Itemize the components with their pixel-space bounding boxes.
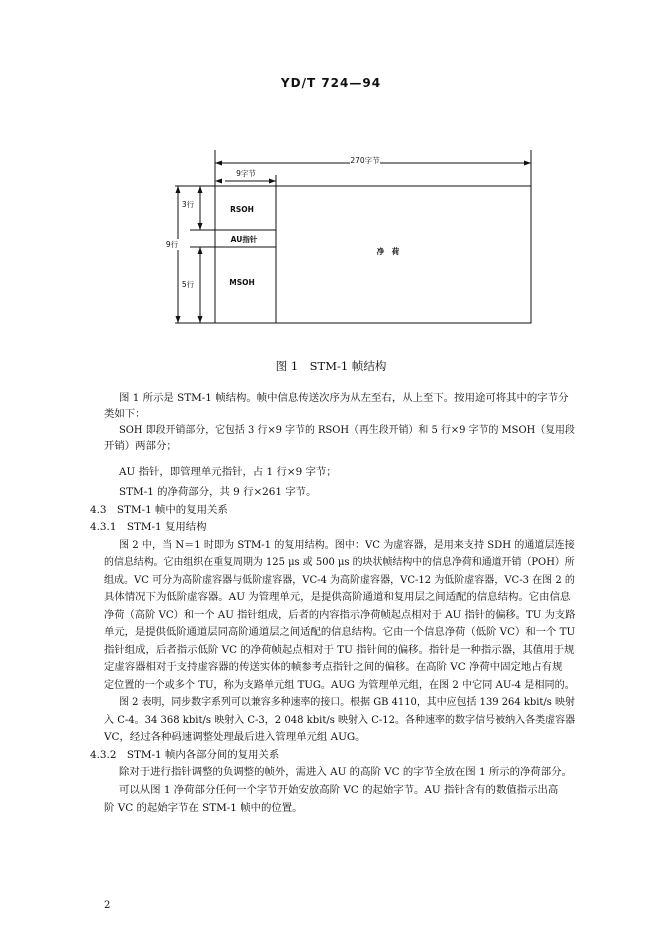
paragraph-line: 阶 VC 的起始字节在 STM-1 帧中的位置。 (104, 802, 303, 814)
label-rsoh: RSOH (230, 205, 254, 214)
arrow-3row-top (198, 186, 203, 193)
label-9-rows: 9行 (165, 240, 179, 249)
arrow-9-left (215, 179, 222, 184)
stm1-frame-diagram (0, 0, 662, 360)
paragraph-line: 图 2 中，当 N＝1 时即为 STM-1 的复用结构。图中：VC 为虚容器，是用来支持 SDH 的通道层连接 (119, 539, 575, 551)
arrow-9-right (269, 179, 276, 184)
label-3-rows: 3行 (181, 200, 195, 209)
paragraph-line: SOH 即段开销部分，它包括 3 行×9 字节的 RSOH（再生段开销）和 5 行×9 字节的 MSOH（复用段 (119, 424, 575, 436)
label-5-rows: 5行 (181, 280, 195, 289)
label-au-pointer: AU指针 (230, 235, 258, 244)
figure-caption: 图 1 STM-1 帧结构 (275, 359, 387, 373)
page-number: 2 (104, 900, 111, 911)
arrow-5row-bottom (198, 316, 203, 323)
paragraph-line: 组成。VC 可分为高阶虚容器与低阶虚容器，VC-4 为高阶虚容器，VC-12 为低阶虚容器，VC-3 在图 2 的 (104, 574, 575, 586)
paragraph-line: 除对于进行指针调整的负调整的帧外，需进入 AU 的高阶 VC 的字节全放在图 1 所示的净荷部分。 (119, 766, 572, 778)
arrow-9row-bottom (176, 316, 181, 323)
label-9-bytes: 9字节 (236, 169, 256, 178)
arrow-270-left (215, 161, 222, 166)
label-270-bytes: 270字节 (350, 156, 380, 165)
paragraph-line: 指针组成，后者指示低阶 VC 的净荷帧起点相对于 TU 指针间的偏移。指针是一种指示器，其值用于规 (104, 644, 575, 656)
paragraph-line: 开销）两部分； (104, 440, 177, 452)
paragraph-line: 图 1 所示是 STM-1 帧结构。帧中信息传送次序为从左至右，从上至下。按用途可将其中的字节分 (119, 392, 569, 404)
page-header: YD/T 724—94 (280, 76, 382, 90)
label-msoh: MSOH (229, 278, 255, 287)
section-heading: 4.3.2 STM-1 帧内各部分间的复用关系 (90, 749, 280, 761)
paragraph-line: STM-1 的净荷部分，共 9 行×261 字节。 (119, 486, 317, 498)
paragraph-line: 图 2 表明，同步数字系列可以兼容多种速率的接口。根据 GB 4110，其中应包括 139 264 kbit/s 映射 (119, 696, 575, 708)
arrow-270-right (524, 161, 531, 166)
paragraph-line: 入 C-4。34 368 kbit/s 映射入 C-3，2 048 kbit/s 映射入 C-12。各种速率的数字信号被纳入各类虚容器 (104, 714, 576, 726)
section-heading: 4.3 STM-1 帧中的复用关系 (90, 504, 228, 516)
paragraph-line: 可以从图 1 净荷部分任何一个字节开始安放高阶 VC 的起始字节。AU 指针含有的数值指示出高 (119, 784, 559, 796)
paragraph-line: 定位置的一个或多个 TU，称为支路单元组 TUG。AUG 为管理单元组，在图 2 中它同 AU-4 是相同的。 (104, 679, 575, 691)
paragraph-line: 单元，是提供低阶通道层同高阶通道层之间适配的信息结构。它由一个信息净荷（低阶 VC）和一个 TU (104, 626, 576, 638)
arrow-9row-top (176, 186, 181, 193)
arrow-5row-top (198, 247, 203, 254)
label-payload: 净 荷 (376, 247, 400, 256)
paragraph-line: VC，经过各种码速调整处理最后进入管理单元组 AUG。 (104, 731, 366, 743)
paragraph-line: 具体情况下为低阶虚容器。AU 为管理单元，是提供高阶通道和复用层之间适配的信息结构。它由信息 (104, 591, 571, 603)
paragraph-line: 定虚容器相对于支持虚容器的传送实体的帧参考点指针之间的偏移。在高阶 VC 净荷中固定地占有规 (104, 661, 563, 673)
section-heading: 4.3.1 STM-1 复用结构 (90, 521, 207, 533)
paragraph-line: AU 指针，即管理单元指针，占 1 行×9 字节； (119, 466, 337, 478)
arrow-3row-bottom (198, 223, 203, 230)
frame-outline (215, 186, 531, 323)
paragraph-line: 类如下： (104, 408, 146, 420)
paragraph-line: 的信息结构。它由组织在重复周期为 125 μs 或 500 μs 的块状帧结构中的信息净荷和通道开销（POH）所 (104, 556, 575, 568)
paragraph-line: 净荷（高阶 VC）和一个 AU 指针组成，后者的内容指示净荷帧起点相对于 AU 指针的偏移。TU 为支路 (104, 609, 576, 621)
